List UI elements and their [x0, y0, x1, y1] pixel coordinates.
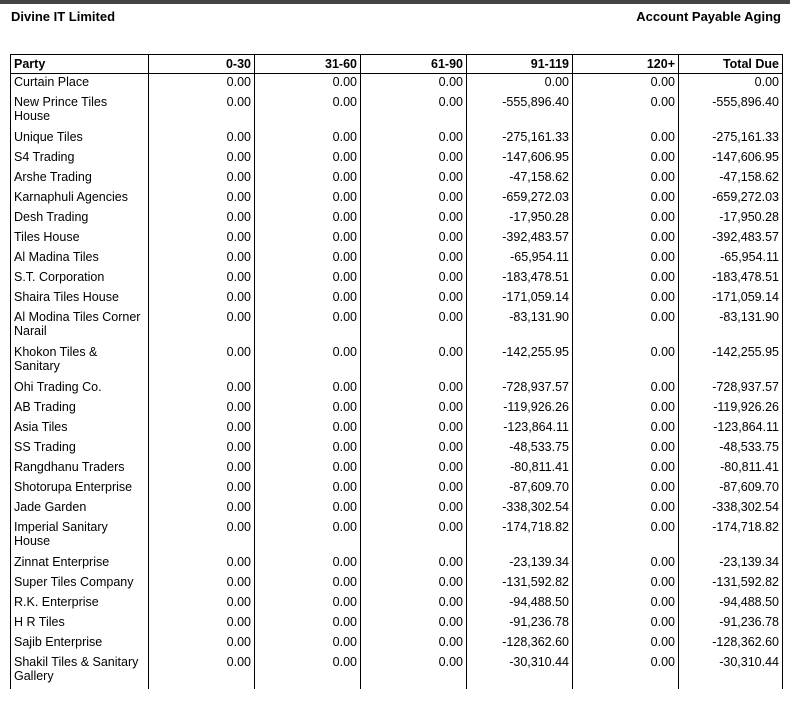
total-due-cell: -183,478.51 — [679, 269, 783, 289]
bucket-0-30-cell: 0.00 — [149, 149, 255, 169]
bucket-61-90-cell: 0.00 — [361, 519, 467, 554]
aging-table — [10, 54, 783, 689]
bucket-120-plus-cell: 0.00 — [573, 459, 679, 479]
bucket-0-30-cell: 0.00 — [149, 419, 255, 439]
party-cell: New Prince Tiles House — [11, 94, 149, 129]
party-cell: Karnaphuli Agencies — [11, 189, 149, 209]
bucket-120-plus-cell: 0.00 — [573, 289, 679, 309]
party-cell: Zinnat Enterprise — [11, 554, 149, 574]
party-cell: Desh Trading — [11, 209, 149, 229]
bucket-0-30-cell: 0.00 — [149, 574, 255, 594]
total-due-cell: -65,954.11 — [679, 249, 783, 269]
bucket-91-119-cell: -147,606.95 — [467, 149, 573, 169]
bucket-91-119-cell: -555,896.40 — [467, 94, 573, 129]
total-due-cell: -392,483.57 — [679, 229, 783, 249]
bucket-31-60-cell: 0.00 — [255, 189, 361, 209]
party-cell: Curtain Place — [11, 74, 149, 95]
bucket-31-60-cell: 0.00 — [255, 574, 361, 594]
total-due-cell: -48,533.75 — [679, 439, 783, 459]
bucket-31-60-cell: 0.00 — [255, 309, 361, 344]
bucket-120-plus-cell: 0.00 — [573, 229, 679, 249]
bucket-0-30-cell: 0.00 — [149, 309, 255, 344]
bucket-91-119-cell: -47,158.62 — [467, 169, 573, 189]
bucket-91-119-cell: -30,310.44 — [467, 654, 573, 689]
bucket-31-60-cell: 0.00 — [255, 169, 361, 189]
bucket-61-90-cell: 0.00 — [361, 499, 467, 519]
bucket-0-30-cell: 0.00 — [149, 379, 255, 399]
table-row — [11, 379, 783, 399]
bucket-0-30-cell: 0.00 — [149, 209, 255, 229]
bucket-91-119-cell: -392,483.57 — [467, 229, 573, 249]
bucket-0-30-cell: 0.00 — [149, 499, 255, 519]
bucket-31-60-cell: 0.00 — [255, 379, 361, 399]
bucket-61-90-cell: 0.00 — [361, 614, 467, 634]
bucket-91-119-cell: -123,864.11 — [467, 419, 573, 439]
bucket-61-90-cell: 0.00 — [361, 344, 467, 379]
bucket-0-30-cell: 0.00 — [149, 634, 255, 654]
bucket-120-plus-cell: 0.00 — [573, 519, 679, 554]
bucket-31-60-cell: 0.00 — [255, 269, 361, 289]
bucket-61-90-cell: 0.00 — [361, 169, 467, 189]
bucket-0-30-cell: 0.00 — [149, 614, 255, 634]
bucket-61-90-cell: 0.00 — [361, 399, 467, 419]
table-row — [11, 169, 783, 189]
bucket-0-30-cell: 0.00 — [149, 344, 255, 379]
bucket-0-30-cell: 0.00 — [149, 229, 255, 249]
col-header-61-90: 61-90 — [361, 55, 467, 74]
total-due-cell: -131,592.82 — [679, 574, 783, 594]
bucket-120-plus-cell: 0.00 — [573, 209, 679, 229]
bucket-0-30-cell: 0.00 — [149, 399, 255, 419]
bucket-61-90-cell: 0.00 — [361, 654, 467, 689]
table-row — [11, 654, 783, 689]
bucket-120-plus-cell: 0.00 — [573, 344, 679, 379]
table-row — [11, 399, 783, 419]
bucket-120-plus-cell: 0.00 — [573, 189, 679, 209]
report-title: Account Payable Aging — [636, 9, 781, 24]
table-row — [11, 309, 783, 344]
total-due-cell: -23,139.34 — [679, 554, 783, 574]
total-due-cell: -142,255.95 — [679, 344, 783, 379]
party-cell: Shotorupa Enterprise — [11, 479, 149, 499]
bucket-91-119-cell: -83,131.90 — [467, 309, 573, 344]
bucket-120-plus-cell: 0.00 — [573, 479, 679, 499]
party-cell: R.K. Enterprise — [11, 594, 149, 614]
bucket-31-60-cell: 0.00 — [255, 149, 361, 169]
bucket-31-60-cell: 0.00 — [255, 229, 361, 249]
total-due-cell: -555,896.40 — [679, 94, 783, 129]
bucket-61-90-cell: 0.00 — [361, 554, 467, 574]
party-cell: S4 Trading — [11, 149, 149, 169]
bucket-0-30-cell: 0.00 — [149, 554, 255, 574]
party-cell: Tiles House — [11, 229, 149, 249]
table-row — [11, 594, 783, 614]
bucket-120-plus-cell: 0.00 — [573, 379, 679, 399]
bucket-120-plus-cell: 0.00 — [573, 169, 679, 189]
party-cell: Arshe Trading — [11, 169, 149, 189]
table-row — [11, 129, 783, 149]
col-header-total-due: Total Due — [679, 55, 783, 74]
bucket-31-60-cell: 0.00 — [255, 614, 361, 634]
party-cell: Al Madina Tiles — [11, 249, 149, 269]
bucket-120-plus-cell: 0.00 — [573, 574, 679, 594]
bucket-61-90-cell: 0.00 — [361, 129, 467, 149]
bucket-0-30-cell: 0.00 — [149, 519, 255, 554]
party-cell: Khokon Tiles & Sanitary — [11, 344, 149, 379]
total-due-cell: -91,236.78 — [679, 614, 783, 634]
total-due-cell: -47,158.62 — [679, 169, 783, 189]
bucket-91-119-cell: -171,059.14 — [467, 289, 573, 309]
bucket-120-plus-cell: 0.00 — [573, 419, 679, 439]
bucket-31-60-cell: 0.00 — [255, 594, 361, 614]
bucket-61-90-cell: 0.00 — [361, 379, 467, 399]
total-due-cell: -338,302.54 — [679, 499, 783, 519]
table-row — [11, 209, 783, 229]
bucket-61-90-cell: 0.00 — [361, 189, 467, 209]
bucket-61-90-cell: 0.00 — [361, 249, 467, 269]
bucket-61-90-cell: 0.00 — [361, 594, 467, 614]
bucket-61-90-cell: 0.00 — [361, 634, 467, 654]
bucket-31-60-cell: 0.00 — [255, 479, 361, 499]
party-cell: Shakil Tiles & Sanitary Gallery — [11, 654, 149, 689]
bucket-91-119-cell: -183,478.51 — [467, 269, 573, 289]
bucket-31-60-cell: 0.00 — [255, 419, 361, 439]
bucket-31-60-cell: 0.00 — [255, 519, 361, 554]
bucket-91-119-cell: -23,139.34 — [467, 554, 573, 574]
party-cell: AB Trading — [11, 399, 149, 419]
total-due-cell: 0.00 — [679, 74, 783, 95]
bucket-0-30-cell: 0.00 — [149, 459, 255, 479]
bucket-31-60-cell: 0.00 — [255, 289, 361, 309]
table-row — [11, 289, 783, 309]
total-due-cell: -83,131.90 — [679, 309, 783, 344]
bucket-91-119-cell: -659,272.03 — [467, 189, 573, 209]
bucket-0-30-cell: 0.00 — [149, 479, 255, 499]
bucket-0-30-cell: 0.00 — [149, 269, 255, 289]
bucket-91-119-cell: -174,718.82 — [467, 519, 573, 554]
bucket-91-119-cell: 0.00 — [467, 74, 573, 95]
party-cell: Ohi Trading Co. — [11, 379, 149, 399]
company-name: Divine IT Limited — [11, 9, 116, 24]
table-row — [11, 614, 783, 634]
bucket-31-60-cell: 0.00 — [255, 439, 361, 459]
table-row — [11, 344, 783, 379]
total-due-cell: -30,310.44 — [679, 654, 783, 689]
bucket-91-119-cell: -128,362.60 — [467, 634, 573, 654]
col-header-120-plus: 120+ — [573, 55, 679, 74]
col-header-party: Party — [11, 55, 149, 74]
bucket-120-plus-cell: 0.00 — [573, 499, 679, 519]
bucket-61-90-cell: 0.00 — [361, 309, 467, 344]
bucket-31-60-cell: 0.00 — [255, 399, 361, 419]
bucket-31-60-cell: 0.00 — [255, 459, 361, 479]
total-due-cell: -174,718.82 — [679, 519, 783, 554]
bucket-0-30-cell: 0.00 — [149, 189, 255, 209]
bucket-61-90-cell: 0.00 — [361, 574, 467, 594]
bucket-61-90-cell: 0.00 — [361, 229, 467, 249]
bucket-91-119-cell: -275,161.33 — [467, 129, 573, 149]
bucket-120-plus-cell: 0.00 — [573, 94, 679, 129]
bucket-91-119-cell: -119,926.26 — [467, 399, 573, 419]
bucket-61-90-cell: 0.00 — [361, 149, 467, 169]
bucket-91-119-cell: -338,302.54 — [467, 499, 573, 519]
bucket-120-plus-cell: 0.00 — [573, 74, 679, 95]
bucket-0-30-cell: 0.00 — [149, 94, 255, 129]
party-cell: Imperial Sanitary House — [11, 519, 149, 554]
table-row — [11, 249, 783, 269]
party-cell: Al Modina Tiles Corner Narail — [11, 309, 149, 344]
total-due-cell: -728,937.57 — [679, 379, 783, 399]
bucket-120-plus-cell: 0.00 — [573, 614, 679, 634]
bucket-120-plus-cell: 0.00 — [573, 309, 679, 344]
top-border — [0, 0, 790, 4]
bucket-61-90-cell: 0.00 — [361, 209, 467, 229]
bucket-91-119-cell: -87,609.70 — [467, 479, 573, 499]
bucket-31-60-cell: 0.00 — [255, 209, 361, 229]
bucket-0-30-cell: 0.00 — [149, 249, 255, 269]
bucket-0-30-cell: 0.00 — [149, 594, 255, 614]
total-due-cell: -275,161.33 — [679, 129, 783, 149]
bucket-0-30-cell: 0.00 — [149, 654, 255, 689]
table-row — [11, 269, 783, 289]
header-row — [11, 55, 783, 74]
bucket-120-plus-cell: 0.00 — [573, 149, 679, 169]
table-row — [11, 554, 783, 574]
table-row — [11, 94, 783, 129]
bucket-0-30-cell: 0.00 — [149, 289, 255, 309]
party-cell: H R Tiles — [11, 614, 149, 634]
bucket-31-60-cell: 0.00 — [255, 344, 361, 379]
bucket-120-plus-cell: 0.00 — [573, 594, 679, 614]
table-row — [11, 439, 783, 459]
party-cell: Unique Tiles — [11, 129, 149, 149]
table-row — [11, 479, 783, 499]
col-header-91-119: 91-119 — [467, 55, 573, 74]
party-cell: Asia Tiles — [11, 419, 149, 439]
party-cell: Rangdhanu Traders — [11, 459, 149, 479]
bucket-61-90-cell: 0.00 — [361, 459, 467, 479]
total-due-cell: -80,811.41 — [679, 459, 783, 479]
total-due-cell: -123,864.11 — [679, 419, 783, 439]
bucket-120-plus-cell: 0.00 — [573, 269, 679, 289]
table-row — [11, 419, 783, 439]
bucket-120-plus-cell: 0.00 — [573, 634, 679, 654]
bucket-61-90-cell: 0.00 — [361, 479, 467, 499]
bucket-61-90-cell: 0.00 — [361, 289, 467, 309]
bucket-61-90-cell: 0.00 — [361, 439, 467, 459]
total-due-cell: -128,362.60 — [679, 634, 783, 654]
party-cell: SS Trading — [11, 439, 149, 459]
party-cell: Shaira Tiles House — [11, 289, 149, 309]
bucket-120-plus-cell: 0.00 — [573, 249, 679, 269]
bucket-91-119-cell: -91,236.78 — [467, 614, 573, 634]
table-row — [11, 229, 783, 249]
bucket-31-60-cell: 0.00 — [255, 74, 361, 95]
bucket-120-plus-cell: 0.00 — [573, 439, 679, 459]
bucket-120-plus-cell: 0.00 — [573, 129, 679, 149]
total-due-cell: -87,609.70 — [679, 479, 783, 499]
bucket-91-119-cell: -65,954.11 — [467, 249, 573, 269]
bucket-31-60-cell: 0.00 — [255, 634, 361, 654]
total-due-cell: -147,606.95 — [679, 149, 783, 169]
total-due-cell: -659,272.03 — [679, 189, 783, 209]
bucket-91-119-cell: -142,255.95 — [467, 344, 573, 379]
total-due-cell: -94,488.50 — [679, 594, 783, 614]
bucket-91-119-cell: -728,937.57 — [467, 379, 573, 399]
bucket-31-60-cell: 0.00 — [255, 94, 361, 129]
col-header-0-30: 0-30 — [149, 55, 255, 74]
table-row — [11, 634, 783, 654]
bucket-61-90-cell: 0.00 — [361, 94, 467, 129]
table-row — [11, 499, 783, 519]
col-header-31-60: 31-60 — [255, 55, 361, 74]
bucket-0-30-cell: 0.00 — [149, 169, 255, 189]
total-due-cell: -119,926.26 — [679, 399, 783, 419]
bucket-61-90-cell: 0.00 — [361, 419, 467, 439]
total-due-cell: -17,950.28 — [679, 209, 783, 229]
table-row — [11, 189, 783, 209]
bucket-91-119-cell: -48,533.75 — [467, 439, 573, 459]
bucket-120-plus-cell: 0.00 — [573, 654, 679, 689]
bucket-31-60-cell: 0.00 — [255, 654, 361, 689]
table-row — [11, 459, 783, 479]
party-cell: Jade Garden — [11, 499, 149, 519]
bucket-120-plus-cell: 0.00 — [573, 554, 679, 574]
bucket-61-90-cell: 0.00 — [361, 269, 467, 289]
total-due-cell: -171,059.14 — [679, 289, 783, 309]
bucket-120-plus-cell: 0.00 — [573, 399, 679, 419]
party-cell: Sajib Enterprise — [11, 634, 149, 654]
bucket-91-119-cell: -80,811.41 — [467, 459, 573, 479]
table-row — [11, 574, 783, 594]
bucket-31-60-cell: 0.00 — [255, 129, 361, 149]
table-row — [11, 74, 783, 95]
bucket-91-119-cell: -131,592.82 — [467, 574, 573, 594]
bucket-91-119-cell: -17,950.28 — [467, 209, 573, 229]
bucket-91-119-cell: -94,488.50 — [467, 594, 573, 614]
table-row — [11, 519, 783, 554]
party-cell: Super Tiles Company — [11, 574, 149, 594]
bucket-31-60-cell: 0.00 — [255, 499, 361, 519]
party-cell: S.T. Corporation — [11, 269, 149, 289]
bucket-31-60-cell: 0.00 — [255, 249, 361, 269]
bucket-61-90-cell: 0.00 — [361, 74, 467, 95]
bucket-0-30-cell: 0.00 — [149, 74, 255, 95]
bucket-0-30-cell: 0.00 — [149, 439, 255, 459]
bucket-31-60-cell: 0.00 — [255, 554, 361, 574]
table-row — [11, 149, 783, 169]
bucket-0-30-cell: 0.00 — [149, 129, 255, 149]
